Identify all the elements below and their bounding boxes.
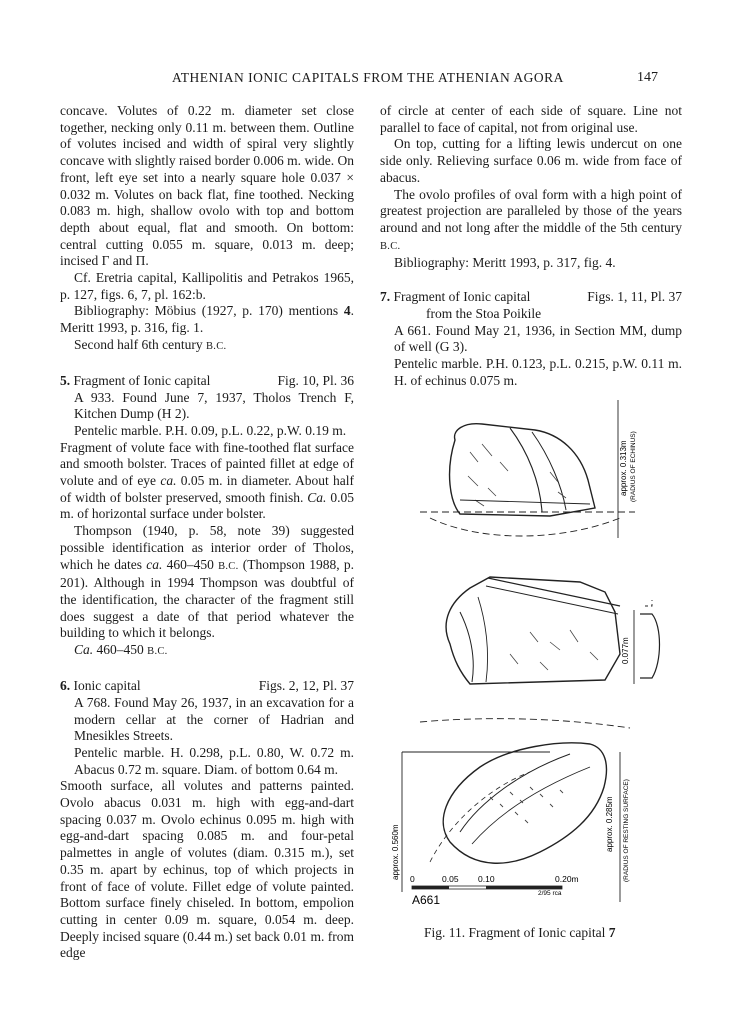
dimension-label: 0.077m <box>621 637 630 664</box>
date-line <box>60 337 354 356</box>
profile-view <box>446 577 659 684</box>
entry-title-text: Fragment of Ionic capital <box>390 289 531 305</box>
scale-label: 0.20m <box>555 874 579 884</box>
paragraph <box>380 187 682 256</box>
underside-view <box>391 719 630 907</box>
text-run: 0.05 m. in diameter. About half of width of bolster preserved, smooth finish. <box>60 473 354 505</box>
text-run: 460–450 <box>93 642 148 658</box>
entry-title-continued: from the Stoa Poikile <box>426 306 542 322</box>
dimension-label: (RADIUS OF RESTING SURFACE) <box>623 779 630 882</box>
catalog-ref: 7 <box>608 925 616 940</box>
dimension-label: approx. 0.285m <box>605 796 614 852</box>
era-abbrev: B.C. <box>205 340 227 352</box>
dimension-label: approx. 0.313m <box>619 440 628 496</box>
right-column <box>380 103 682 390</box>
paragraph: On top, cutting for a lifting lewis undercut on one side only. Relieving surface 0.06 m. wide from face of abacus. <box>380 136 682 185</box>
text-run: (Thompson 1988, p. 201). Although in 1994 Thompson was doubtful of the identification, the character of the fragment still does suggest a date of that period whatever the building to which it belongs. <box>60 556 354 641</box>
text-run: Fragment of volute face with fine-toothed flat surface and smooth bolster. Traces of painted fillet at edge of volute and of eye <box>60 439 354 489</box>
spacer <box>380 272 682 289</box>
catalog-ref: 4 <box>343 303 351 319</box>
material-line: Pentelic marble. P.H. 0.123, p.L. 0.215, p.W. 0.11 m. H. of echinus 0.075 m. <box>394 356 682 388</box>
catalog-entry-heading <box>60 678 354 695</box>
entry-figure-refs: Figs. 1, 11, Pl. 37 <box>587 289 682 305</box>
paragraph <box>60 523 354 642</box>
italic-run: ca. <box>146 556 163 572</box>
capital-drawing <box>390 392 690 912</box>
text-run: Thompson (1940, p. 58, note 39) suggested possible identification as interior order of Tholos, which he dates <box>60 523 354 572</box>
entry-title <box>380 289 530 306</box>
paragraph: Cf. Eretria capital, Kallipolitis and Petrakos 1965, p. 127, figs. 6, 7, pl. 162:b. <box>60 270 354 302</box>
spacer <box>60 356 354 373</box>
paragraph: of circle at center of each side of square. Line not parallel to face of capital, not from original use. <box>380 103 682 135</box>
entry-figure-refs: Fig. 10, Pl. 36 <box>277 372 354 388</box>
drawing-signature: 2/95 rca <box>538 890 562 897</box>
date-line <box>60 642 354 661</box>
paragraph: concave. Volutes of 0.22 m. diameter set close together, necking only 0.11 m. between them. Outline of volutes incised and width of spiral very slightly concave with slightly raised border 0.006 m. wide. On front, left eye set into a nearly square hole 0.037 × 0.032 m. Volutes on back flat, fine toothed. Necking 0.083 m. high, shallow ovolo with top and bottom depth about equal, flat and smooth. On bottom: central cutting 0.055 m. square, 0.013 m. deep; incised Γ and Π. <box>60 103 354 269</box>
inventory-line: A 768. Found May 26, 1937, in an excavation for a modern cellar at the corner of Hadrian and Mnesikles Streets. <box>74 694 354 744</box>
entry-title-text: Fragment of Ionic capital <box>70 372 211 388</box>
paragraph: Smooth surface, all volutes and patterns painted. Ovolo abacus 0.031 m. high with egg-and-dart spacing 0.037 m. Ovolo echinus 0.095 m. high with egg-and-dart spacing 0.085 m. and four-petal palmettes in angle of volutes (diam. 0.315 m.), set 0.35 m. apart by echinus, top of which projects in front of face of volute. Fillet edge of volute painted. Bottom surface finely chiseled. In bottom, empolion cutting in center 0.09 m. square, 0.054 m. deep. Deeply incised square (0.44 m.) set back 0.01 m. from edge <box>60 778 354 961</box>
top-view <box>420 400 637 538</box>
spacer <box>60 661 354 678</box>
running-title: ATHENIAN IONIC CAPITALS FROM THE ATHENIAN AGORA <box>172 70 564 85</box>
catalog-entry-heading <box>60 373 354 390</box>
entry-number: 7. <box>380 289 391 305</box>
paragraph <box>60 303 354 336</box>
scale-label: 0.10 <box>478 874 495 884</box>
entry-title <box>60 373 210 390</box>
scale-label: 0.05 <box>442 874 459 884</box>
dimension-label: (RADIUS OF ECHINUS) <box>630 431 637 502</box>
entry-number: 5. <box>60 372 71 388</box>
figure-caption <box>424 925 615 941</box>
caption-text: Fig. 11. Fragment of Ionic capital <box>424 925 609 940</box>
italic-run: Ca. <box>307 489 327 505</box>
entry-title-text: Ionic capital <box>70 677 141 693</box>
material-line: Pentelic marble. H. 0.298, p.L. 0.80, W. 0.72 m. Abacus 0.72 m. square. Diam. of bottom 0.64 m. <box>74 744 354 777</box>
left-column <box>60 103 354 962</box>
entry-figure-refs: Figs. 2, 12, Pl. 37 <box>258 677 354 693</box>
running-header <box>0 70 732 90</box>
entry-number: 6. <box>60 677 71 693</box>
dimension-label: approx. 0.560m <box>391 824 400 880</box>
text-run: 0.05 m. of horizontal surface under bolster. <box>60 489 355 522</box>
catalog-entry-heading <box>380 289 682 323</box>
material-line: Pentelic marble. P.H. 0.09, p.L. 0.22, p.W. 0.19 m. <box>74 422 347 438</box>
paragraph <box>60 440 354 524</box>
bibliography-line: Bibliography: Meritt 1993, p. 317, fig. 4. <box>394 255 616 271</box>
text-run: Second half 6th century <box>74 336 206 352</box>
italic-run: Ca. <box>74 642 94 658</box>
era-abbrev: B.C. <box>218 560 239 572</box>
scale-label: 0 <box>410 874 415 884</box>
italic-run: ca. <box>160 473 177 489</box>
era-abbrev: B.C. <box>380 240 401 252</box>
text-run: Bibliography: Möbius (1927, p. 170) mentions <box>74 303 344 319</box>
era-abbrev: B.C. <box>147 646 168 658</box>
entry-title <box>60 678 141 695</box>
page-number: 147 <box>637 70 658 85</box>
inventory-line: A 661. Found May 21, 1936, in Section MM, dump of well (G 3). <box>394 322 682 355</box>
text-run: 460–450 <box>162 556 219 572</box>
text-run: The ovolo profiles of oval form with a high point of greatest projection are paralleled by those of the years around and not long after the middle of the 5th century <box>380 186 682 235</box>
text-run: . Meritt 1993, p. 316, fig. 1. <box>60 303 354 336</box>
inventory-line: A 933. Found June 7, 1937, Tholos Trench F, Kitchen Dump (H 2). <box>74 389 354 422</box>
inventory-label: A661 <box>412 893 441 907</box>
